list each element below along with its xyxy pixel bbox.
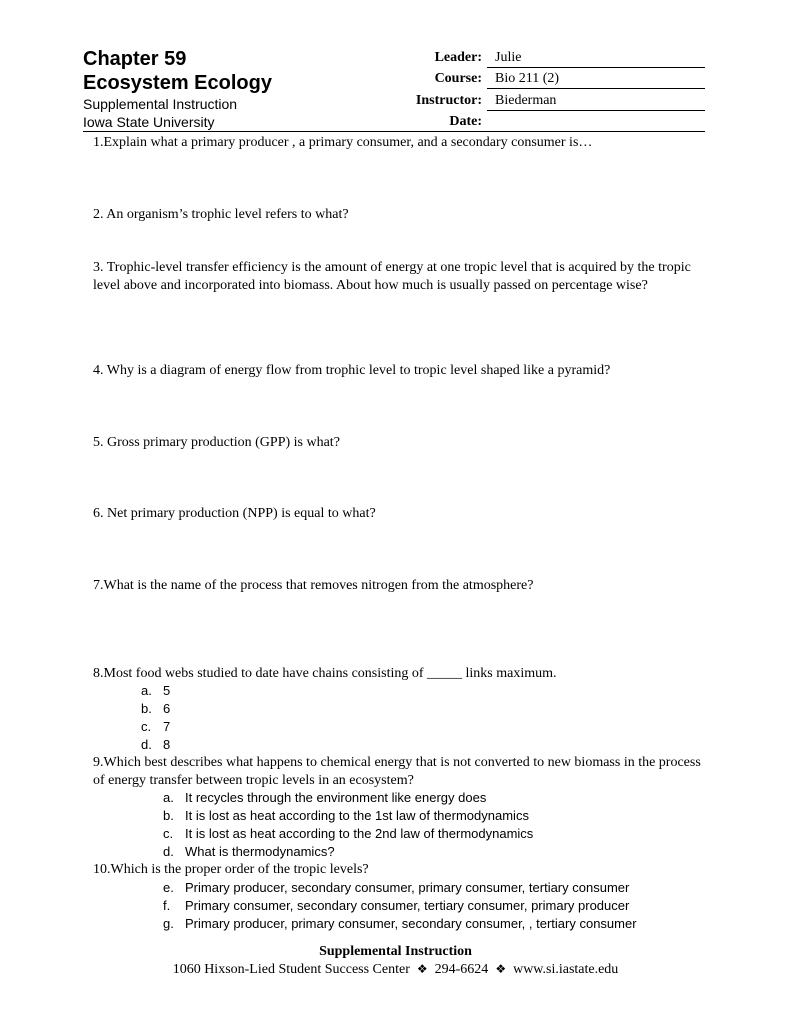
q10-option-g (163, 915, 637, 932)
option-letter: d. (141, 737, 152, 752)
q9-option-c (163, 825, 533, 842)
course-value: Bio 211 (2) (495, 71, 560, 86)
q9-option-b (163, 807, 529, 824)
header-divider (83, 131, 705, 132)
option-letter: c. (163, 826, 174, 841)
course-underline (487, 88, 705, 89)
q8-option-d (141, 736, 170, 753)
question-1: 1.Explain what a primary producer , a primary consumer, and a secondary consumer is… (93, 135, 593, 150)
leader-underline (487, 67, 705, 68)
option-letter: b. (141, 701, 152, 716)
university-name: Iowa State University (83, 114, 215, 130)
option-letter: c. (141, 719, 152, 734)
option-text: Primary producer, primary consumer, secondary consumer, , tertiary consumer (185, 916, 637, 931)
question-5: 5. Gross primary production (GPP) is what? (93, 435, 340, 450)
q9-option-a (163, 789, 486, 806)
question-3: 3. Trophic-level transfer efficiency is the amount of energy at one tropic level that is acquired by the tropic level above and incorporated into biomass. About how much is usually passed on percentage wise? (93, 260, 691, 293)
q10-option-e (163, 879, 629, 896)
instructor-label: Instructor: (415, 93, 482, 108)
option-text: 6 (163, 701, 171, 716)
option-text: It is lost as heat according to the 2nd law of thermodynamics (185, 826, 534, 841)
question-6: 6. Net primary production (NPP) is equal to what? (93, 506, 376, 521)
option-text: 8 (163, 737, 171, 752)
footer-phone: 294-6624 (434, 962, 489, 977)
option-letter: d. (163, 844, 174, 859)
q10-option-f (163, 897, 629, 914)
footer-title: Supplemental Instruction (319, 944, 472, 959)
diamond-separator-icon: ❖ (495, 962, 507, 976)
q8-option-b (141, 700, 170, 717)
diamond-separator-icon: ❖ (416, 962, 428, 976)
instructor-underline (487, 110, 705, 111)
date-label: Date: (449, 114, 482, 129)
option-letter: g. (163, 916, 174, 931)
option-text: 7 (163, 719, 171, 734)
chapter-title: Chapter 59 (83, 48, 187, 70)
question-2: 2. An organism’s trophic level refers to what? (93, 207, 349, 222)
option-letter: f. (163, 898, 171, 913)
question-4: 4. Why is a diagram of energy flow from trophic level to tropic level shaped like a pyramid? (93, 363, 611, 378)
question-9: 9.Which best describes what happens to chemical energy that is not converted to new biomass in the process of energy transfer between tropic levels in an ecosystem? (93, 755, 701, 788)
instructor-value: Biederman (495, 93, 557, 108)
option-text: Primary consumer, secondary consumer, tertiary consumer, primary producer (185, 898, 630, 913)
course-label: Course: (434, 71, 482, 86)
q9-option-d (163, 843, 335, 860)
question-10: 10.Which is the proper order of the tropic levels? (93, 862, 369, 877)
option-text: It recycles through the environment like energy does (185, 790, 487, 805)
option-letter: e. (163, 880, 174, 895)
leader-value: Julie (495, 50, 522, 65)
footer-contact (0, 961, 791, 978)
chapter-subject: Ecosystem Ecology (83, 72, 272, 94)
footer-website: www.si.iastate.edu (513, 962, 619, 977)
q8-option-c (141, 718, 170, 735)
question-7: 7.What is the name of the process that removes nitrogen from the atmosphere? (93, 578, 534, 593)
option-text: What is thermodynamics? (185, 844, 335, 859)
footer-address: 1060 Hixson-Lied Student Success Center (172, 962, 410, 977)
question-8: 8.Most food webs studied to date have chains consisting of _____ links maximum. (93, 666, 557, 681)
option-text: Primary producer, secondary consumer, primary consumer, tertiary consumer (185, 880, 630, 895)
program-name: Supplemental Instruction (83, 96, 238, 112)
option-letter: a. (141, 683, 152, 698)
option-letter: a. (163, 790, 174, 805)
option-letter: b. (163, 808, 174, 823)
q8-option-a (141, 682, 170, 699)
leader-label: Leader: (434, 50, 482, 65)
option-text: It is lost as heat according to the 1st law of thermodynamics (185, 808, 529, 823)
option-text: 5 (163, 683, 171, 698)
